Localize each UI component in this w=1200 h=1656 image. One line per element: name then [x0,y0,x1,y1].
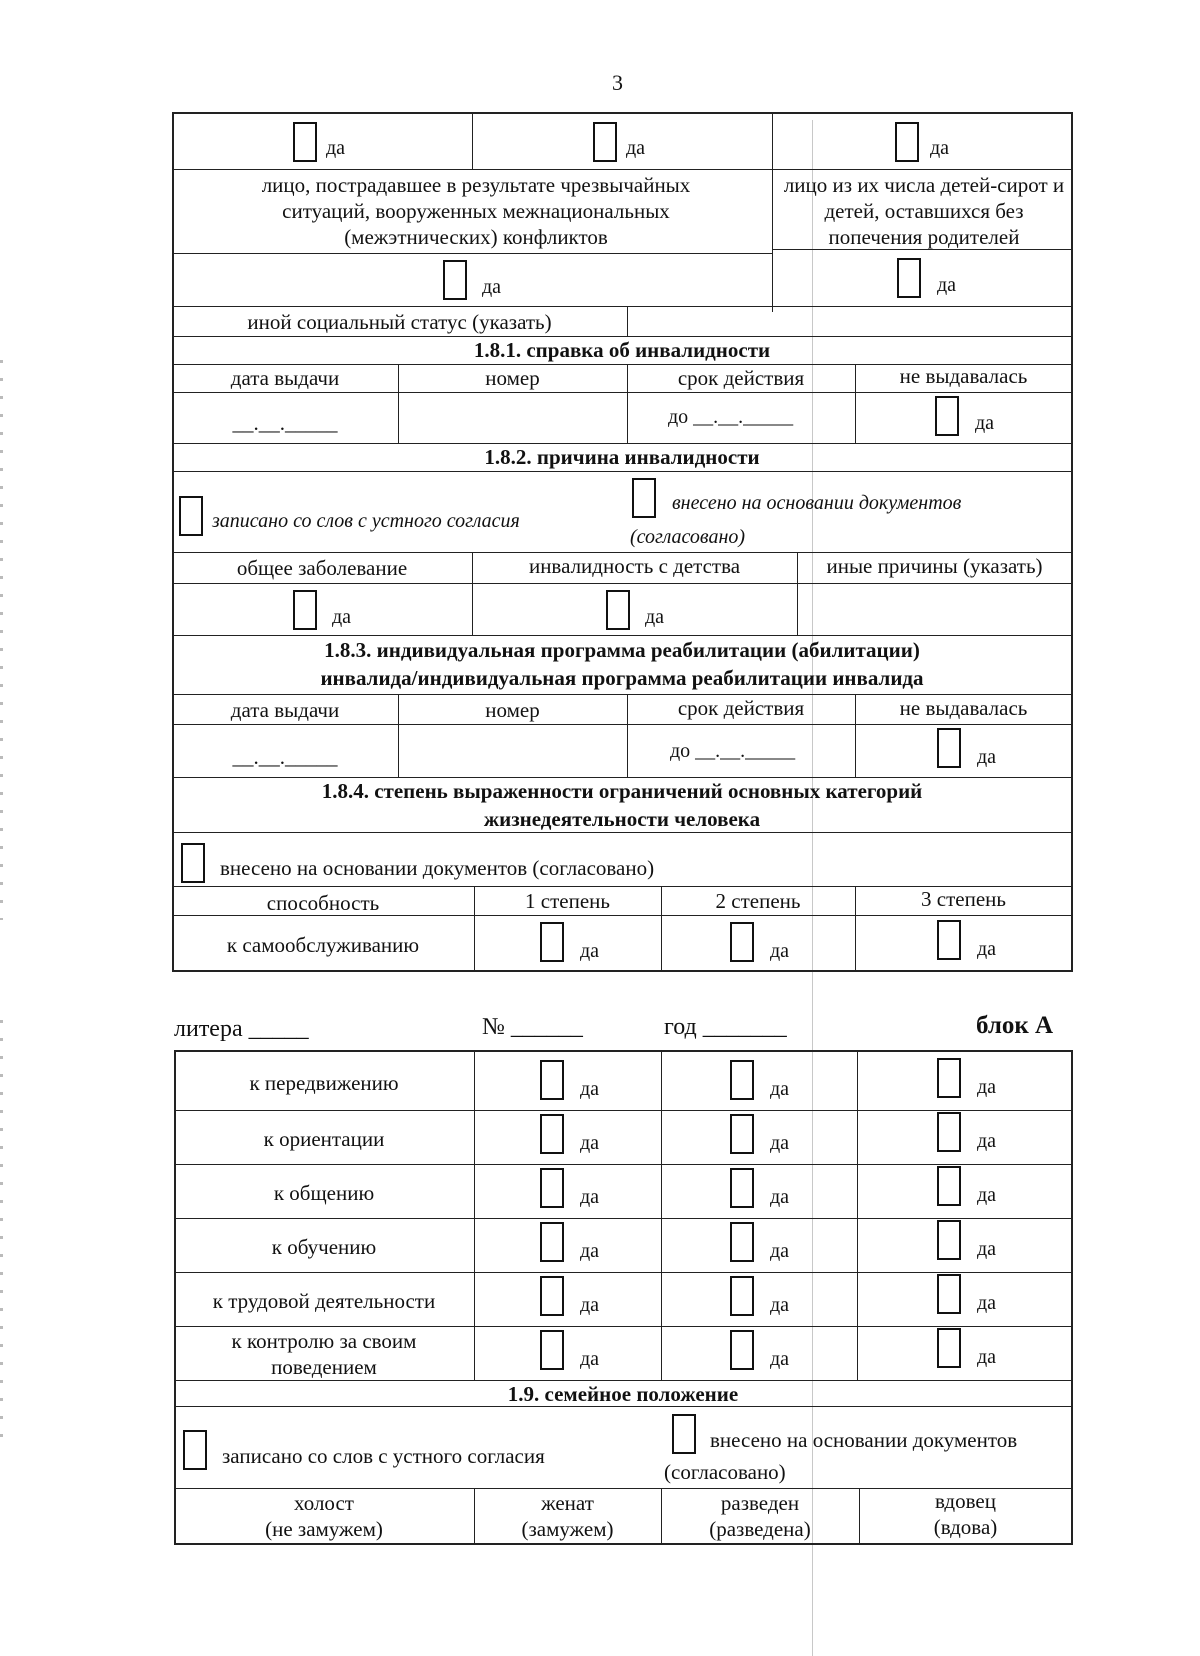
checkbox[interactable] [632,478,656,518]
yes-label: да [770,1240,790,1262]
yes-label: да [580,940,600,962]
married-female: (замужем) [521,1517,614,1541]
col-number: номер [485,366,540,390]
number-field[interactable]: № ______ [482,1014,583,1040]
docs-agreed: внесено на основании документов (согласовано) [220,856,655,880]
checkbox[interactable] [540,1168,564,1208]
scan-margin-marks [0,360,3,920]
ability-behavior-control: к контролю за своим поведением [231,1329,417,1379]
checkbox[interactable] [540,922,564,962]
checkbox[interactable] [540,1114,564,1154]
checkbox[interactable] [730,1114,754,1154]
yes-label: да [977,1346,997,1368]
yes-label: да [580,1348,600,1370]
page-number: 3 [612,70,623,95]
col-validity: срок действия [677,696,805,720]
checkbox[interactable] [937,728,961,768]
yes-label: да [975,412,995,434]
oral-consent: записано со слов с устного согласия [222,1444,545,1468]
section-title: 1.8.3. индивидуальная программа реабилитации (абилитации) [324,638,920,662]
checkbox[interactable] [443,260,467,300]
checkbox[interactable] [540,1330,564,1370]
checkbox[interactable] [895,122,919,162]
ability-movement: к передвижению [249,1071,399,1095]
checkbox[interactable] [730,1060,754,1100]
married-male: женат [541,1491,594,1515]
single-female: (не замужем) [265,1517,383,1541]
section-title: 1.8.4. степень выраженности ограничений основных категорий [321,779,923,803]
checkbox[interactable] [672,1414,696,1454]
yes-label: да [580,1132,600,1154]
checkbox[interactable] [593,122,617,162]
year-field[interactable]: год _______ [664,1014,787,1040]
yes-label: да [326,137,346,159]
divorced-male: разведен [720,1491,800,1515]
oral-consent: записано со слов с устного согласия [212,510,520,532]
checkbox[interactable] [937,1166,961,1206]
checkbox[interactable] [293,122,317,162]
docs-basis: внесено на основании документов [672,492,962,514]
section-title-cont: инвалида/индивидуальная программа реабилитации инвалида [320,666,924,690]
checkbox[interactable] [730,1168,754,1208]
yes-label: да [977,1076,997,1098]
agreed: (согласовано) [664,1460,786,1484]
scan-margin-marks [0,1020,3,1440]
yes-label: да [770,1132,790,1154]
status-orphan: лицо из их числа детей-сирот и детей, оставшихся без попечения родителей [783,173,1065,249]
checkbox[interactable] [730,922,754,962]
checkbox[interactable] [937,920,961,960]
checkbox[interactable] [181,843,205,883]
section-title: 1.8.2. причина инвалидности [484,445,760,469]
checkbox[interactable] [937,1328,961,1368]
col-childhood: инвалидность с детства [528,554,741,578]
yes-label: да [977,1238,997,1260]
divorced-female: (разведена) [709,1517,811,1541]
checkbox[interactable] [937,1058,961,1098]
checkbox[interactable] [179,496,203,536]
yes-label: да [977,746,997,768]
col-other-reasons: иные причины (указать) [826,554,1043,578]
widowed-female: (вдова) [933,1515,998,1539]
col-not-issued: не выдавалась [899,696,1028,720]
yes-label: да [580,1078,600,1100]
yes-label: да [770,1294,790,1316]
ability-communication: к общению [273,1181,375,1205]
yes-label: да [332,606,352,628]
checkbox[interactable] [293,590,317,630]
section-title-cont: жизнедеятельности человека [483,807,761,831]
widowed-male: вдовец [935,1489,996,1513]
date-field[interactable]: __.__._____ [232,411,338,435]
yes-label: да [645,606,665,628]
col-date: дата выдачи [230,698,340,722]
ability-self-care: к самообслуживанию [226,933,420,957]
yes-label: да [977,1292,997,1314]
checkbox[interactable] [937,1274,961,1314]
yes-label: да [937,274,957,296]
checkbox[interactable] [183,1430,207,1470]
yes-label: да [770,1186,790,1208]
date-field[interactable]: __.__._____ [232,745,338,769]
single-male: холост [294,1491,354,1515]
section-title: 1.8.1. справка об инвалидности [473,338,771,362]
col-general-disease: общее заболевание [236,556,408,580]
yes-label: да [977,1184,997,1206]
yes-label: да [626,137,646,159]
checkbox[interactable] [730,1222,754,1262]
checkbox[interactable] [540,1222,564,1262]
yes-label: да [770,940,790,962]
ability-orientation: к ориентации [263,1127,385,1151]
checkbox[interactable] [897,258,921,298]
checkbox[interactable] [540,1276,564,1316]
yes-label: да [770,1078,790,1100]
yes-label: да [930,137,950,159]
col-ability: способность [266,891,380,915]
checkbox[interactable] [540,1060,564,1100]
ability-work: к трудовой деятельности [212,1289,436,1313]
col-degree-3: 3 степень [921,887,1006,911]
yes-label: да [770,1348,790,1370]
status-other: иной социальный статус (указать) [247,310,552,334]
checkbox[interactable] [935,396,959,436]
ability-learning: к обучению [271,1235,377,1259]
until-field[interactable]: до __.__._____ [670,740,796,762]
block-label: блок А [976,1012,1054,1039]
agreed: (согласовано) [630,526,746,548]
col-number: номер [485,698,540,722]
col-date: дата выдачи [230,366,340,390]
checkbox[interactable] [606,590,630,630]
yes-label: да [482,276,502,298]
until-field[interactable]: до __.__._____ [668,406,794,428]
col-degree-2: 2 степень [715,889,801,913]
yes-label: да [977,1130,997,1152]
col-validity: срок действия [677,366,805,390]
yes-label: да [580,1294,600,1316]
checkbox[interactable] [730,1276,754,1316]
docs-basis: внесено на основании документов [710,1428,1018,1452]
checkbox[interactable] [730,1330,754,1370]
yes-label: да [580,1240,600,1262]
section-title: 1.9. семейное положение [507,1382,739,1406]
status-emergency-victim: лицо, пострадавшее в результате чрезвычайных ситуаций, вооруженных межнациональных (межэтнических) конфликтов [261,173,691,249]
checkbox[interactable] [937,1112,961,1152]
checkbox[interactable] [937,1220,961,1260]
litera-field[interactable]: литера _____ [174,1016,309,1042]
yes-label: да [580,1186,600,1208]
col-degree-1: 1 степень [525,889,610,913]
yes-label: да [977,938,997,960]
col-not-issued: не выдавалась [899,364,1028,388]
